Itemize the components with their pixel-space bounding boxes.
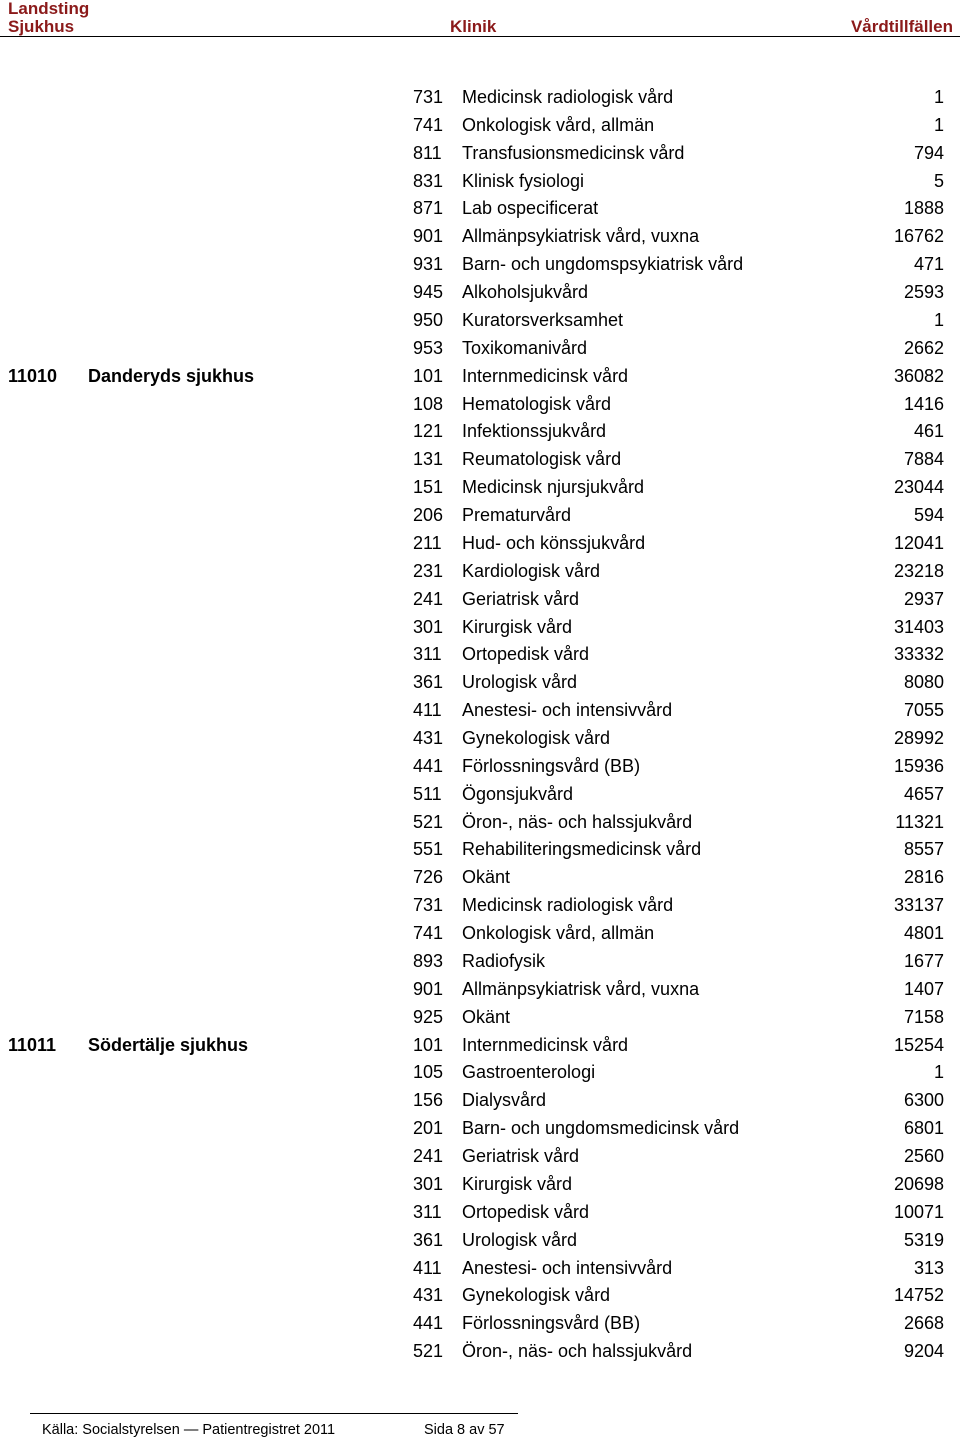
clinic-code-cell: 945 (413, 282, 444, 303)
table-row (0, 641, 960, 669)
footer-source: Källa: Socialstyrelsen — Patientregistret 2011 (42, 1422, 336, 1438)
clinic-name-cell: Klinisk fysiologi (462, 170, 585, 191)
table-row (0, 195, 960, 223)
clinic-name-cell: Infektionssjukvård (462, 421, 607, 442)
table-row (0, 1115, 960, 1143)
clinic-name-cell: Lab ospecificerat (462, 198, 599, 219)
table-row (0, 1087, 960, 1115)
clinic-code-cell: 741 (413, 114, 444, 135)
clinic-name-cell: Onkologisk vård, allmän (462, 923, 655, 944)
clinic-name-cell: Onkologisk vård, allmän (462, 114, 655, 135)
admissions-count-cell: 7055 (903, 700, 944, 721)
table-row (0, 223, 960, 251)
clinic-name-cell: Kirurgisk vård (462, 616, 573, 637)
admissions-count-cell: 15936 (893, 755, 944, 776)
clinic-name-cell: Urologisk vård (462, 672, 578, 693)
page-header (0, 0, 960, 40)
clinic-code-cell: 431 (413, 1285, 444, 1306)
admissions-count-cell: 5 (933, 170, 944, 191)
hospital-name-cell: Danderyds sjukhus (88, 365, 255, 386)
clinic-name-cell: Förlossningsvård (BB) (462, 755, 641, 776)
table-row (0, 168, 960, 196)
clinic-code-cell: 521 (413, 811, 444, 832)
table-row (0, 614, 960, 642)
clinic-code-cell: 871 (413, 198, 444, 219)
admissions-count-cell: 8557 (903, 839, 944, 860)
table-row (0, 140, 960, 168)
table-row (0, 669, 960, 697)
admissions-count-cell: 4801 (903, 923, 944, 944)
clinic-name-cell: Prematurvård (462, 505, 572, 526)
clinic-name-cell: Ögonsjukvård (462, 783, 574, 804)
column-header-vardtillfallen: Vårdtillfällen (850, 17, 953, 36)
clinic-name-cell: Anestesi- och intensivvård (462, 1257, 673, 1278)
admissions-count-cell: 36082 (893, 365, 944, 386)
table-body (0, 84, 960, 1374)
clinic-name-cell: Gastroenterologi (462, 1062, 596, 1083)
clinic-name-cell: Geriatrisk vård (462, 1146, 580, 1167)
clinic-code-cell: 950 (413, 309, 444, 330)
admissions-count-cell: 20698 (893, 1173, 944, 1194)
table-row (0, 1199, 960, 1227)
admissions-count-cell: 2668 (903, 1313, 944, 1334)
admissions-count-cell: 28992 (893, 728, 944, 748)
table-row (0, 1282, 960, 1310)
clinic-code-cell: 241 (413, 1146, 444, 1167)
table-row (0, 725, 960, 753)
clinic-code-cell: 431 (413, 728, 444, 748)
clinic-code-cell: 811 (413, 142, 442, 163)
table-row (0, 474, 960, 502)
table-row (0, 864, 960, 892)
admissions-count-cell: 1677 (903, 950, 944, 971)
table-row (0, 836, 960, 864)
clinic-code-cell: 156 (413, 1090, 444, 1111)
admissions-count-cell: 1 (933, 309, 944, 330)
clinic-name-cell: Ortopedisk vård (462, 1201, 590, 1222)
clinic-name-cell: Internmedicinsk vård (462, 365, 629, 386)
admissions-count-cell: 16762 (893, 226, 944, 247)
clinic-code-cell: 411 (413, 700, 442, 721)
table-row (0, 1143, 960, 1171)
admissions-count-cell: 8080 (903, 672, 944, 693)
clinic-name-cell: Allmänpsykiatrisk vård, vuxna (462, 226, 700, 247)
clinic-name-cell: Internmedicinsk vård (462, 1034, 629, 1055)
clinic-code-cell: 925 (413, 1006, 444, 1027)
clinic-name-cell: Anestesi- och intensivvård (462, 700, 673, 721)
table-row (0, 1227, 960, 1255)
table-row (0, 84, 960, 112)
clinic-code-cell: 731 (413, 87, 444, 107)
table-row (0, 948, 960, 976)
clinic-code-cell: 201 (413, 1118, 444, 1139)
clinic-name-cell: Toxikomanivård (462, 337, 588, 358)
admissions-count-cell: 11321 (895, 811, 944, 832)
admissions-count-cell: 14752 (893, 1285, 944, 1306)
clinic-name-cell: Okänt (462, 867, 511, 888)
admissions-count-cell: 7158 (903, 1006, 944, 1027)
admissions-count-cell: 31403 (893, 616, 944, 637)
clinic-code-cell: 311 (413, 644, 442, 665)
admissions-count-cell: 5319 (903, 1229, 944, 1250)
table-row (0, 279, 960, 307)
clinic-name-cell: Medicinsk radiologisk vård (462, 895, 674, 916)
clinic-code-cell: 105 (413, 1062, 444, 1083)
table-row (0, 1032, 960, 1060)
clinic-code-cell: 441 (413, 755, 444, 776)
table-row (0, 920, 960, 948)
admissions-count-cell: 33332 (893, 644, 944, 665)
clinic-code-cell: 521 (413, 1341, 444, 1362)
admissions-count-cell: 4657 (903, 783, 944, 804)
admissions-count-cell: 2593 (903, 282, 944, 303)
landsting-code-cell: 11010 (8, 365, 58, 386)
clinic-name-cell: Radiofysik (462, 950, 546, 971)
table-row (0, 446, 960, 474)
clinic-code-cell: 361 (413, 672, 444, 693)
admissions-count-cell: 2560 (903, 1146, 944, 1167)
hospital-name-cell: Södertälje sjukhus (88, 1034, 249, 1055)
admissions-count-cell: 33137 (893, 895, 944, 916)
table-row (0, 363, 960, 391)
admissions-count-cell: 1888 (903, 198, 944, 219)
clinic-code-cell: 731 (413, 895, 444, 916)
admissions-count-cell: 23044 (893, 477, 944, 498)
table-row (0, 558, 960, 586)
admissions-count-cell: 461 (913, 421, 944, 442)
table-row (0, 418, 960, 446)
clinic-code-cell: 301 (413, 616, 444, 637)
clinic-code-cell: 831 (413, 170, 444, 191)
clinic-code-cell: 901 (413, 226, 444, 247)
table-row (0, 530, 960, 558)
clinic-name-cell: Hud- och könssjukvård (462, 532, 646, 553)
clinic-code-cell: 551 (413, 839, 444, 860)
table-row (0, 1338, 960, 1366)
admissions-count-cell: 15254 (893, 1034, 944, 1055)
admissions-count-cell: 12041 (893, 532, 944, 553)
admissions-count-cell: 6300 (903, 1090, 944, 1111)
clinic-code-cell: 206 (413, 505, 444, 526)
clinic-name-cell: Gynekologisk vård (462, 728, 611, 748)
clinic-code-cell: 121 (413, 421, 444, 442)
admissions-count-cell: 794 (913, 142, 944, 163)
admissions-count-cell: 471 (913, 254, 944, 275)
table-row (0, 391, 960, 419)
admissions-count-cell: 9204 (903, 1341, 944, 1362)
admissions-count-cell: 1416 (903, 393, 944, 414)
clinic-code-cell: 231 (413, 560, 444, 581)
clinic-name-cell: Ortopedisk vård (462, 644, 590, 665)
clinic-name-cell: Medicinsk njursjukvård (462, 477, 645, 498)
clinic-code-cell: 101 (413, 1034, 444, 1055)
clinic-code-cell: 211 (413, 532, 442, 553)
clinic-code-cell: 411 (413, 1257, 442, 1278)
footer-page-number: Sida 8 av 57 (424, 1422, 505, 1438)
clinic-name-cell: Okänt (462, 1006, 511, 1027)
table-row (0, 1171, 960, 1199)
clinic-code-cell: 511 (413, 783, 442, 804)
clinic-code-cell: 311 (413, 1201, 442, 1222)
table-row (0, 1004, 960, 1032)
table-row (0, 1255, 960, 1283)
header-divider (0, 36, 960, 37)
clinic-code-cell: 901 (413, 978, 444, 999)
admissions-count-cell: 10071 (893, 1201, 944, 1222)
clinic-name-cell: Medicinsk radiologisk vård (462, 87, 674, 107)
clinic-name-cell: Hematologisk vård (462, 393, 612, 414)
clinic-name-cell: Alkoholsjukvård (462, 282, 589, 303)
table-row (0, 1059, 960, 1087)
clinic-code-cell: 441 (413, 1313, 444, 1334)
admissions-count-cell: 2937 (903, 588, 944, 609)
clinic-code-cell: 741 (413, 923, 444, 944)
clinic-name-cell: Barn- och ungdomsmedicinsk vård (462, 1118, 740, 1139)
admissions-count-cell: 1 (933, 1062, 944, 1083)
table-row (0, 112, 960, 140)
clinic-code-cell: 241 (413, 588, 444, 609)
clinic-name-cell: Öron-, näs- och halssjukvård (462, 1341, 693, 1362)
clinic-name-cell: Barn- och ungdomspsykiatrisk vård (462, 254, 744, 275)
table-row (0, 502, 960, 530)
clinic-code-cell: 101 (413, 365, 444, 386)
clinic-name-cell: Gynekologisk vård (462, 1285, 611, 1306)
landsting-code-cell: 11011 (8, 1034, 57, 1055)
clinic-name-cell: Transfusionsmedicinsk vård (462, 142, 685, 163)
clinic-name-cell: Reumatologisk vård (462, 449, 622, 470)
admissions-count-cell: 2662 (903, 337, 944, 358)
clinic-name-cell: Kuratorsverksamhet (462, 309, 624, 330)
clinic-code-cell: 953 (413, 337, 444, 358)
clinic-code-cell: 361 (413, 1229, 444, 1250)
table-row (0, 781, 960, 809)
clinic-name-cell: Geriatrisk vård (462, 588, 580, 609)
clinic-name-cell: Dialysvård (462, 1090, 547, 1111)
admissions-count-cell: 6801 (903, 1118, 944, 1139)
clinic-name-cell: Kardiologisk vård (462, 560, 601, 581)
clinic-code-cell: 151 (413, 477, 444, 498)
table-row (0, 976, 960, 1004)
clinic-name-cell: Kirurgisk vård (462, 1173, 573, 1194)
clinic-code-cell: 726 (413, 867, 444, 888)
table-row (0, 335, 960, 363)
table-row (0, 809, 960, 837)
table-row (0, 892, 960, 920)
clinic-name-cell: Rehabiliteringsmedicinsk vård (462, 839, 702, 860)
page-footer (30, 1413, 518, 1442)
admissions-count-cell: 1407 (903, 978, 944, 999)
clinic-name-cell: Öron-, näs- och halssjukvård (462, 811, 693, 832)
column-header-klinik: Klinik (450, 17, 497, 36)
clinic-code-cell: 893 (413, 950, 444, 971)
admissions-count-cell: 2816 (903, 867, 944, 888)
table-row (0, 1310, 960, 1338)
table-row (0, 586, 960, 614)
clinic-code-cell: 108 (413, 393, 444, 414)
table-row (0, 307, 960, 335)
admissions-count-cell: 1 (933, 114, 944, 135)
admissions-count-cell: 594 (913, 505, 944, 526)
admissions-count-cell: 1 (933, 87, 944, 107)
admissions-count-cell: 313 (913, 1257, 944, 1278)
clinic-code-cell: 131 (413, 449, 444, 470)
clinic-code-cell: 301 (413, 1173, 444, 1194)
admissions-count-cell: 7884 (903, 449, 944, 470)
admissions-count-cell: 23218 (893, 560, 944, 581)
table-row (0, 697, 960, 725)
column-header-landsting: Landsting (8, 0, 90, 18)
clinic-code-cell: 931 (413, 254, 444, 275)
clinic-name-cell: Allmänpsykiatrisk vård, vuxna (462, 978, 700, 999)
clinic-name-cell: Urologisk vård (462, 1229, 578, 1250)
table-row (0, 753, 960, 781)
clinic-name-cell: Förlossningsvård (BB) (462, 1313, 641, 1334)
column-header-sjukhus: Sjukhus (8, 17, 75, 36)
table-row (0, 251, 960, 279)
